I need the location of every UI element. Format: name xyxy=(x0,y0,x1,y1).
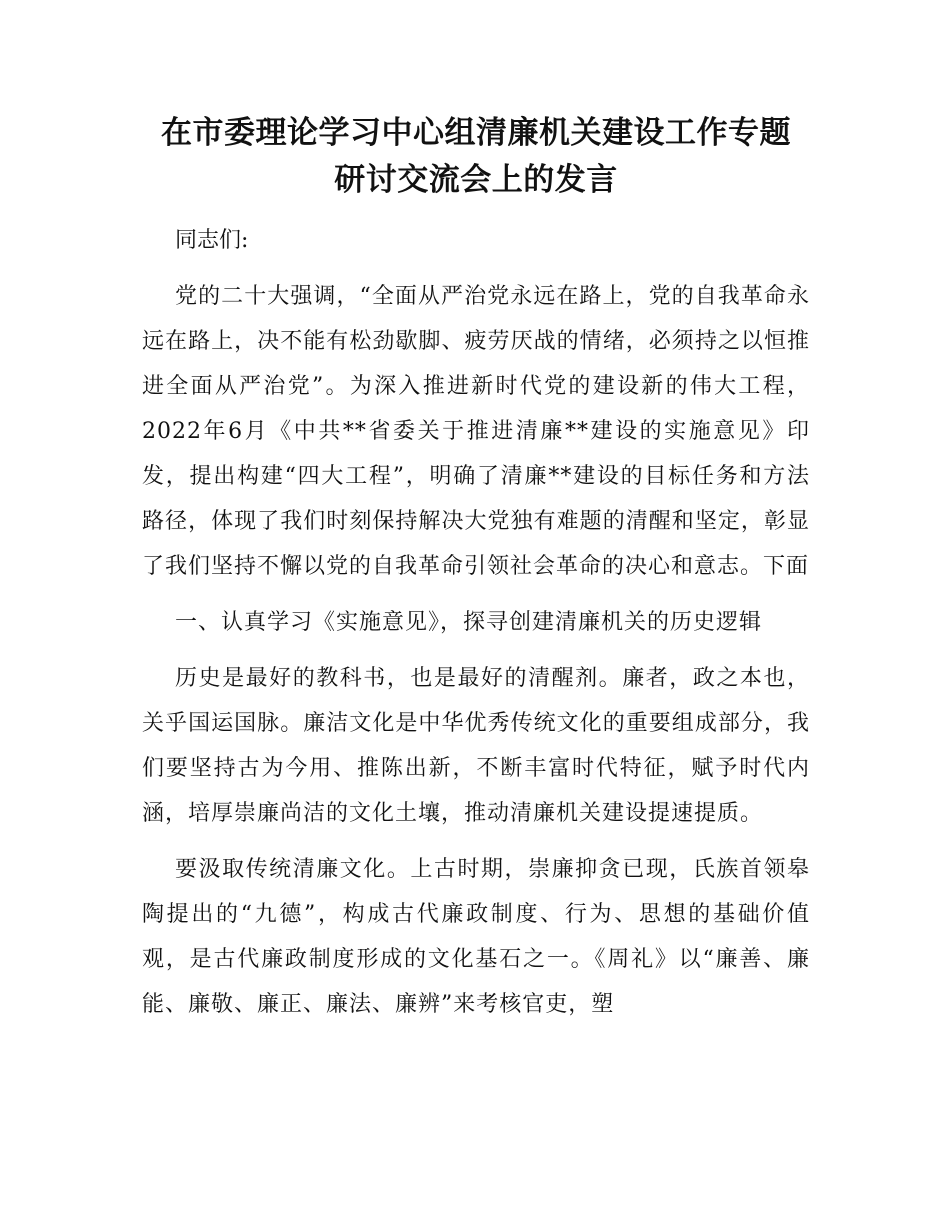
paragraph-history: 历史是最好的教科书，也是最好的清醒剂。廉者，政之本也，关乎国运国脉。廉洁文化是中华优秀传统文化的重要组成部分，我们要坚持古为今用、推陈出新，不断丰富时代特征，赋予时代内涵，培厚崇廉尚洁的文化土壤，推动清廉机关建设提速提质。 xyxy=(142,666,810,826)
paragraph-tradition: 要汲取传统清廉文化。上古时期，崇廉抑贪已现，氏族首领皋陶提出的“九德”，构成古代廉政制度、行为、思想的基础价值观，是古代廉政制度形成的文化基石之一。《周礼》以“廉善、廉能、廉敬、廉正、廉法、廉辨”来考核官吏，塑 xyxy=(142,857,810,1017)
title-line-1: 在市委理论学习中心组清廉机关建设工作专题 xyxy=(161,115,791,151)
document-title xyxy=(142,110,810,204)
salutation: 同志们: xyxy=(175,228,249,253)
document-page xyxy=(142,110,810,1027)
paragraph-intro: 党的二十大强调，“全面从严治党永远在路上，党的自我革命永远在路上，决不能有松劲歇脚、疲劳厌战的情绪，必须持之以恒推进全面从严治党”。为深入推进新时代党的建设新的伟大工程，2022年6月《中共**省委关于推进清廉**建设的实施意见》印发，提出构建“四大工程”，明确了清廉**建设的目标任务和方法路径，体现了我们时刻保持解决大党独有难题的清醒和坚定，彰显了我们坚持不懈以党的自我革命引领社会革命的决心和意志。下面 xyxy=(142,284,810,579)
section-heading-1: 一、认真学习《实施意见》，探寻创建清廉机关的历史逻辑 xyxy=(175,610,763,635)
title-line-2: 研讨交流会上的发言 xyxy=(334,162,618,198)
